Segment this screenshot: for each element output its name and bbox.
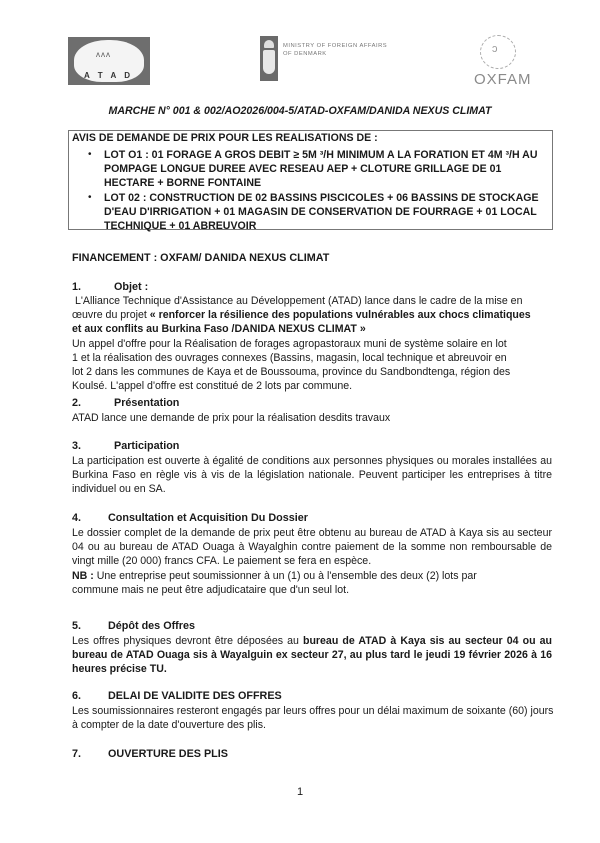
paragraph-line: 1 et la réalisation des ouvrages connexes (Bassins, magasin, local technique et abreuvoir en xyxy=(72,351,507,364)
section-number: 2. xyxy=(72,397,82,409)
atad-logo-label: A T A D xyxy=(84,71,133,80)
section-7-heading xyxy=(72,748,228,760)
financement-line: FINANCEMENT : OXFAM/ DANIDA NEXUS CLIMAT xyxy=(72,252,330,264)
denmark-coat-of-arms-icon xyxy=(260,36,278,81)
paragraph-line: commune mais ne peut être adjudicataire que d'un seul lot. xyxy=(72,584,350,597)
section-1-body xyxy=(72,294,552,393)
bullet-icon: • xyxy=(88,149,92,160)
paragraph-line: Koulsé. L'appel d'offre est constitué de 2 lots par commune. xyxy=(72,380,353,393)
section-title: Dépôt des Offres xyxy=(108,620,195,632)
section-title: Objet : xyxy=(114,281,149,293)
section-3-heading xyxy=(72,440,179,452)
section-title: Présentation xyxy=(114,397,180,409)
section-6-heading xyxy=(72,690,282,702)
section-5-body xyxy=(72,634,552,677)
lot-line: TECHNIQUE + 01 ABREUVOIR xyxy=(104,220,257,232)
section-4-body: Le dossier complet de la demande de prix peut être obtenu au bureau de ATAD à Kaya sis au secteur 04 ou au bureau de ATAD Ouaga à Wayalghin contre paiement de la somme non remboursable de vingt mille (20 000) francs CFA. Le paiement se fera en espèce. xyxy=(72,527,552,568)
shield-icon xyxy=(263,50,275,74)
section-number: 5. xyxy=(72,620,82,632)
nb-label: NB : xyxy=(72,570,94,582)
lot-02 xyxy=(104,191,554,233)
section-2-body: ATAD lance une demande de prix pour la réalisation desdits travaux xyxy=(72,412,391,424)
paragraph-line: L'Alliance Technique d'Assistance au Développement (ATAD) lance dans le cadre de la mise en xyxy=(75,295,523,307)
oxfam-logo-text: OXFAM xyxy=(474,71,532,88)
section-title: Participation xyxy=(114,440,180,452)
section-title: Consultation et Acquisition Du Dossier xyxy=(108,512,308,524)
lot-line: LOT O1 : 01 FORAGE A GROS DEBIT ≥ 5M ³/H MINIMUM A LA FORATION ET 4M ³/H AU xyxy=(104,149,538,161)
section-number: 1. xyxy=(72,281,82,293)
section-1-heading xyxy=(72,281,148,293)
paragraph-line: Un appel d'offre pour la Réalisation de forages agropastoraux muni de système solaire en lot xyxy=(72,337,507,350)
atad-logo-mark: ᴧᴧᴧ xyxy=(96,50,111,59)
text-run: œuvre du projet xyxy=(72,309,150,322)
denmark-ministry-label xyxy=(283,42,387,58)
section-2-heading xyxy=(72,397,179,409)
project-title: « renforcer la résilience des populations vulnérables aux chocs climatiques xyxy=(149,309,531,322)
lot-line: LOT 02 : CONSTRUCTION DE 02 BASSINS PISCICOLES + 06 BASSINS DE STOCKAGE xyxy=(104,192,539,204)
paragraph-line: lot 2 dans les communes de Kaya et de Boussouma, province du Sandbondtenga, région des xyxy=(72,366,511,379)
denmark-label-line1: MINISTRY OF FOREIGN AFFAIRS xyxy=(283,43,388,49)
lot-01 xyxy=(104,148,554,190)
lot-line: POMPAGE LONGUE DUREE AVEC RESEAU AEP + CLOTURE GRILLAGE DE 01 xyxy=(104,163,502,175)
section-number: 6. xyxy=(72,690,82,702)
crown-icon xyxy=(264,40,274,48)
section-3-body: La participation est ouverte à égalité de conditions aux personnes physiques ou morales installées au Burkina Faso en règle vis à vis de la législation nationale. Peuvent participer les entreprises à titre individuel ou en SA. xyxy=(72,455,552,496)
page-number: 1 xyxy=(296,786,304,798)
section-4-heading xyxy=(72,512,308,524)
bullet-icon: • xyxy=(88,192,92,203)
lot-line: D'EAU D'IRRIGATION + 01 MAGASIN DE CONSERVATION DE FOURRAGE + 01 LOCAL xyxy=(104,206,537,218)
paragraph-line xyxy=(72,308,552,322)
text-run: Les offres physiques devront être déposées au xyxy=(72,635,303,647)
section-number: 7. xyxy=(72,748,82,760)
tender-reference: MARCHE N° 001 & 002/AO2026/004-5/ATAD-OXFAM/DANIDA NEXUS CLIMAT xyxy=(108,105,492,117)
section-title: OUVERTURE DES PLIS xyxy=(108,748,228,760)
atad-logo-emblem xyxy=(74,40,144,82)
lot-line: HECTARE + BORNE FONTAINE xyxy=(104,177,262,189)
section-6-body: Les soumissionnaires resteront engagés par leurs offres pour un délai maximum de soixante (60) jours à compter de la date d'ouverture des plis. xyxy=(72,705,554,732)
atad-logo xyxy=(68,37,150,85)
oxfam-globe-icon: ↄ xyxy=(480,35,516,69)
section-title: DELAI DE VALIDITE DES OFFRES xyxy=(108,690,282,702)
section-5-heading xyxy=(72,620,195,632)
project-title-cont: et aux conflits au Burkina Faso /DANIDA NEXUS CLIMAT » xyxy=(72,323,366,336)
deposit-details: bureau de ATAD à Kaya sis au secteur 04 ou au bureau de ATAD Ouaga sis à Wayalguin ex secteur 27, au plus tard le jeudi 19 février 2026 à 16 heures précise TU. xyxy=(72,635,552,676)
denmark-label-line2: OF DENMARK xyxy=(283,51,327,57)
avis-title: AVIS DE DEMANDE DE PRIX POUR LES REALISATIONS DE : xyxy=(72,132,378,144)
section-4-note xyxy=(72,569,552,597)
section-number: 4. xyxy=(72,512,82,524)
section-number: 3. xyxy=(72,440,82,452)
text-run: Une entreprise peut soumissionner à un (1) ou à l'ensemble des deux (2) lots par xyxy=(93,570,477,582)
